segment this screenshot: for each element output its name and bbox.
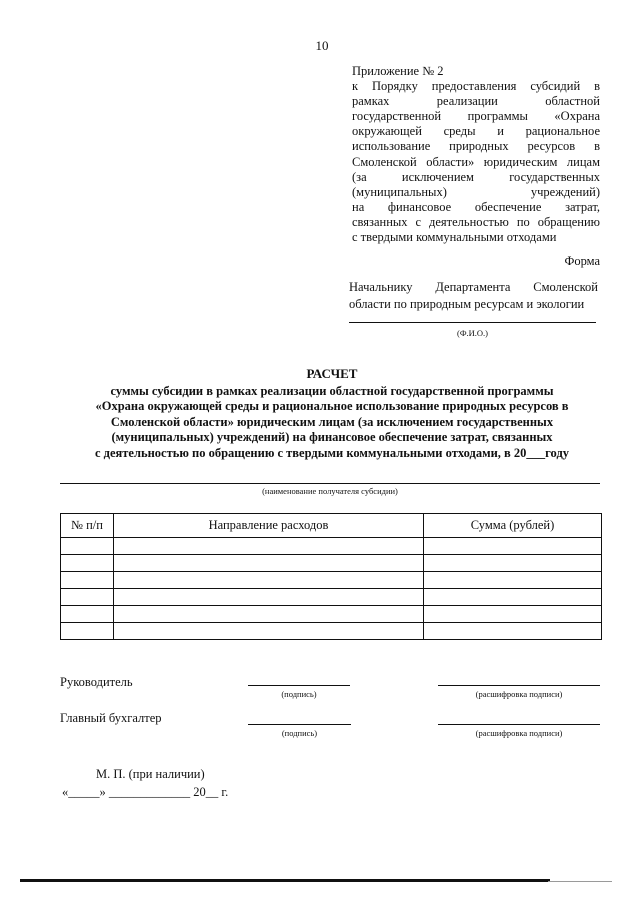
addressee-line: области по природным ресурсам и экологии [349, 297, 585, 311]
table-cell [424, 606, 602, 623]
table-cell [114, 538, 424, 555]
addressee-block [349, 279, 598, 313]
appendix-line: рамках реализации областной [352, 94, 600, 109]
table-cell [114, 606, 424, 623]
table-header-row [61, 514, 602, 538]
header-number: № п/п [61, 514, 114, 538]
signature-caption: (подпись) [281, 689, 317, 699]
table-row [61, 623, 602, 640]
page-number: 10 [315, 38, 329, 53]
appendix-line: на финансовое обеспечение затрат, [352, 199, 600, 214]
bottom-border-faint [548, 881, 612, 882]
table-cell [424, 538, 602, 555]
appendix-block [352, 64, 600, 245]
table-cell [114, 589, 424, 606]
subtitle-line: Смоленской области» юридическим лицам (за исключением государственных [110, 414, 554, 429]
table-cell [114, 572, 424, 589]
recipient-fill-line [60, 483, 600, 484]
table-row [61, 572, 602, 589]
name-decoding-caption: (расшифровка подписи) [475, 728, 563, 738]
form-label: Форма [564, 254, 600, 268]
subtitle-line: с деятельностью по обращению с твердыми коммунальными отходами, в 20___году [94, 445, 570, 460]
table-cell [114, 555, 424, 572]
appendix-line: (за исключением государственных [352, 169, 600, 184]
appendix-line: с твердыми коммунальными отходами [352, 230, 557, 245]
table-cell [61, 555, 114, 572]
appendix-line: связанных с деятельностью по обращению [352, 214, 600, 229]
header-expense-direction: Направление расходов [114, 514, 424, 538]
table-cell [424, 572, 602, 589]
document-title: РАСЧЕТ [306, 366, 358, 381]
table-row [61, 555, 602, 572]
table-cell [424, 555, 602, 572]
signature-role-head: Руководитель [60, 675, 133, 689]
table-cell [424, 623, 602, 640]
table-cell [61, 589, 114, 606]
table-cell [424, 589, 602, 606]
subtitle-line: суммы субсидии в рамках реализации областной государственной программы [110, 383, 554, 398]
table-cell [61, 623, 114, 640]
table-cell [114, 623, 424, 640]
table-row [61, 606, 602, 623]
signature-line [248, 724, 351, 725]
table-row [61, 538, 602, 555]
date-line: «_____» _____________ 20__ г. [62, 785, 229, 799]
name-decoding-caption: (расшифровка подписи) [475, 689, 563, 699]
subtitle-line: «Охрана окружающей среды и рациональное использование природных ресурсов в [95, 399, 569, 414]
expenses-table [60, 513, 602, 640]
name-decoding-line [438, 724, 600, 725]
fio-caption: (Ф.И.О.) [456, 328, 489, 338]
recipient-caption: (наименование получателя субсидии) [262, 486, 398, 496]
document-title-block [24, 366, 640, 462]
appendix-line: окружающей среды и рациональное [352, 124, 600, 139]
addressee-line: Начальнику Департамента Смоленской [349, 280, 598, 294]
signature-line [248, 685, 350, 686]
signature-caption: (подпись) [281, 728, 318, 738]
appendix-line: Смоленской области» юридическим лицам [352, 154, 600, 169]
appendix-title: Приложение № 2 [352, 64, 444, 78]
appendix-line: использование природных ресурсов в [352, 139, 600, 154]
table-row [61, 589, 602, 606]
table-cell [61, 606, 114, 623]
table-cell [61, 572, 114, 589]
stamp-place: М. П. (при наличии) [96, 767, 205, 781]
appendix-line: государственной программы «Охрана [352, 109, 600, 124]
header-amount: Сумма (рублей) [424, 514, 602, 538]
signature-role-accountant: Главный бухгалтер [60, 711, 162, 725]
name-decoding-line [438, 685, 600, 686]
bottom-border-line [20, 879, 550, 882]
table-cell [61, 538, 114, 555]
table-body [61, 538, 602, 640]
appendix-line: (муниципальных) учреждений) [352, 184, 600, 199]
appendix-line: к Порядку предоставления субсидий в [352, 79, 600, 94]
fio-fill-line [349, 322, 596, 323]
subtitle-line: (муниципальных) учреждений) на финансовое обеспечение затрат, связанных [111, 430, 553, 445]
